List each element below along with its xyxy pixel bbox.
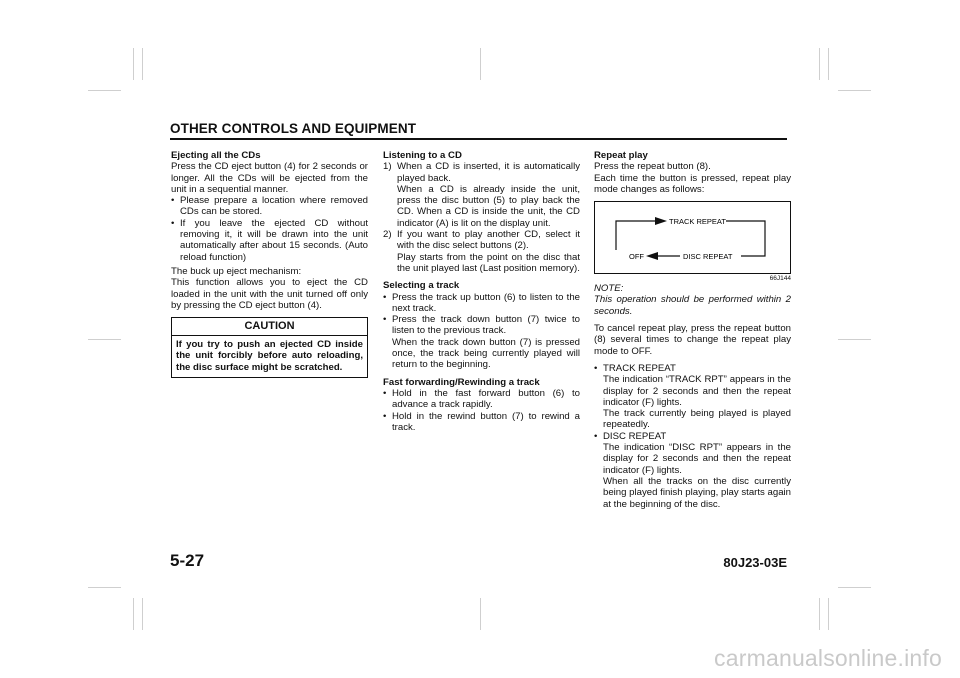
caution-heading: CAUTION	[172, 318, 367, 336]
document-code: 80J23-03E	[723, 555, 787, 570]
mode-text: When all the tracks on the disc currently being played finish playing, play starts again at the beginning of the disc.	[603, 475, 791, 510]
repeat-mode-item	[594, 431, 791, 510]
cancel-text: To cancel repeat play, press the repeat button (8) several times to change the repeat play mode to OFF.	[594, 323, 791, 357]
crop-mark	[838, 587, 871, 588]
crop-mark	[838, 90, 871, 91]
ejecting-bullet: • Please prepare a location where removed CDs can be stored.	[171, 195, 368, 218]
crop-mark	[819, 598, 820, 630]
repeat-cycle-graphic	[595, 202, 790, 273]
loop-line-left	[616, 221, 655, 250]
selecting-bullet	[383, 292, 580, 315]
page-number: 5-27	[170, 551, 205, 570]
listening-item	[383, 161, 580, 229]
bullet-text: • Press the track down button (7) twice to listen to the previous track.	[392, 314, 580, 337]
column-1	[171, 150, 368, 378]
watermark: carmanualsonline.info	[714, 645, 942, 671]
mode-text: The indication “DISC RPT” appears in the display for 2 seconds and then the repeat indicator (F) lights.	[603, 442, 791, 476]
crop-mark	[133, 598, 134, 630]
crop-mark	[480, 598, 481, 630]
mode-text: The track currently being played is played repeatedly.	[603, 408, 791, 431]
track-repeat-label: TRACK REPEAT	[669, 217, 726, 227]
repeat-line: Press the repeat button (8).	[594, 161, 711, 173]
item-text: When a CD is inserted, it is automatically played back.	[397, 161, 580, 184]
figure-code: 66J144	[769, 275, 791, 283]
item-text: Play starts from the point on the disc that the unit played last (Last position memory).	[397, 251, 580, 274]
note-text: This operation should be performed within 2 seconds.	[594, 294, 791, 317]
fast-bullet: • Hold in the rewind button (7) to rewind a track.	[383, 411, 580, 434]
header-rule	[170, 138, 787, 140]
fast-heading: Fast forwarding/Rewinding a track	[383, 376, 540, 388]
ejecting-bullet: • If you leave the ejected CD without removing it, it will be drawn into the unit automatically after about 15 seconds. (Auto reload function)	[171, 218, 368, 263]
loop-line-right	[726, 221, 765, 256]
crop-mark	[838, 339, 871, 340]
selecting-bullet	[383, 314, 580, 370]
buck-up-title: The buck up eject mechanism:	[171, 265, 302, 277]
column-2	[383, 150, 580, 433]
item-number: 1)	[383, 161, 392, 173]
crop-mark	[142, 598, 143, 630]
repeat-heading: Repeat play	[594, 150, 648, 161]
arrow-left-icon	[646, 252, 658, 260]
item-text: If you want to play another CD, select it with the disc select buttons (2).	[397, 229, 580, 252]
crop-mark	[142, 48, 143, 80]
buck-up-text: This function allows you to eject the CD loaded in the unit with the unit turned off only by pressing the CD eject button (4).	[171, 277, 368, 311]
off-label: OFF	[629, 252, 644, 262]
listening-item	[383, 229, 580, 274]
arrow-right-icon	[655, 217, 667, 225]
item-text: When a CD is already inside the unit, press the disc button (5) to play back the CD. When a CD is inside the unit, the CD indicator (A) is lit on the display unit.	[397, 183, 580, 229]
crop-mark	[480, 48, 481, 80]
mode-text: The indication “TRACK RPT” appears in the display for 2 seconds and then the repeat indicator (F) lights.	[603, 374, 791, 408]
crop-mark	[819, 48, 820, 80]
note-label: NOTE:	[594, 283, 624, 295]
crop-mark	[88, 587, 121, 588]
mode-name: • TRACK REPEAT	[603, 362, 676, 374]
crop-mark	[828, 48, 829, 80]
bullet-text: • Press the track up button (6) to listen to the next track.	[392, 291, 580, 314]
disc-repeat-label: DISC REPEAT	[683, 252, 733, 262]
mode-name: • DISC REPEAT	[603, 430, 667, 442]
caution-box	[171, 317, 368, 378]
section-title: OTHER CONTROLS AND EQUIPMENT	[170, 121, 417, 136]
caution-text: If you try to push an ejected CD inside the unit forcibly before auto reloading, the disc surface might be scratched.	[176, 339, 363, 373]
selecting-heading: Selecting a track	[383, 280, 460, 292]
crop-mark	[828, 598, 829, 630]
crop-mark	[133, 48, 134, 80]
fast-bullet: • Hold in the fast forward button (6) to advance a track rapidly.	[383, 388, 580, 411]
crop-mark	[88, 90, 121, 91]
repeat-mode-item	[594, 363, 791, 431]
repeat-mode-diagram	[594, 201, 791, 274]
bullet-text: When the track down button (7) is pressed once, the track being currently played will return to the beginning.	[392, 336, 580, 371]
repeat-line: Each time the button is pressed, repeat play mode changes as follows:	[594, 172, 791, 195]
crop-mark	[88, 339, 121, 340]
ejecting-text: Press the CD eject button (4) for 2 seconds or longer. All the CDs will be ejected from the unit in a sequential manner.	[171, 161, 368, 195]
item-number: 2)	[383, 229, 392, 241]
column-3	[594, 150, 791, 510]
listening-heading: Listening to a CD	[383, 150, 462, 161]
ejecting-heading: Ejecting all the CDs	[171, 150, 261, 161]
